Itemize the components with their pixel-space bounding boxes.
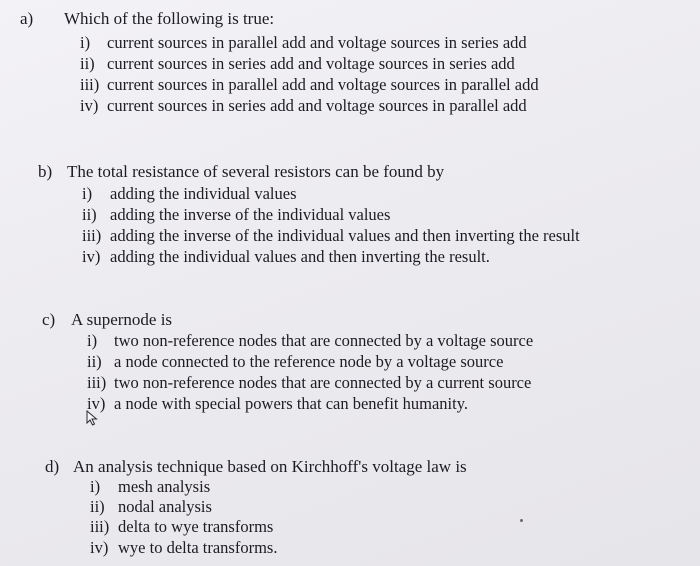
option-b-ii (82, 205, 390, 225)
option-number: iii) (90, 517, 110, 536)
question-a-title (20, 9, 274, 29)
option-c-iv (87, 394, 468, 414)
option-number: i) (90, 477, 101, 496)
option-number: iv) (80, 96, 99, 115)
question-text: An analysis technique based on Kirchhoff's voltage law is (73, 457, 467, 476)
option-d-i (90, 477, 210, 497)
option-number: iii) (82, 226, 102, 245)
option-c-ii (87, 352, 503, 372)
option-text: a node with special powers that can benefit humanity. (114, 394, 469, 413)
option-number: i) (87, 331, 98, 350)
option-number: ii) (90, 497, 105, 516)
option-text: nodal analysis (118, 497, 212, 516)
option-b-iii (82, 226, 580, 246)
question-text: The total resistance of several resistors can be found by (67, 162, 445, 181)
option-a-ii (80, 54, 515, 74)
mouse-pointer-icon (86, 410, 98, 426)
option-text: mesh analysis (118, 477, 211, 496)
option-d-iii (90, 517, 273, 537)
option-b-i (82, 184, 297, 204)
question-letter: a) (20, 9, 34, 28)
question-b-title (38, 162, 444, 182)
option-a-i (80, 33, 527, 53)
question-text: A supernode is (71, 310, 173, 329)
option-d-iv (90, 538, 277, 558)
option-number: ii) (80, 54, 95, 73)
option-text: adding the individual values (110, 184, 297, 203)
option-b-iv (82, 247, 490, 267)
option-number: iv) (87, 394, 106, 413)
option-text: current sources in parallel add and voltage sources in series add (107, 33, 527, 52)
option-number: iv) (82, 247, 101, 266)
option-number: ii) (87, 352, 102, 371)
question-letter: b) (38, 162, 53, 181)
option-text: wye to delta transforms. (118, 538, 278, 557)
question-letter: c) (42, 310, 56, 329)
option-number: i) (82, 184, 93, 203)
question-d-title (45, 457, 467, 477)
option-a-iv (80, 96, 527, 116)
option-c-iii (87, 373, 531, 393)
option-d-ii (90, 497, 212, 517)
option-text: a node connected to the reference node by a voltage source (114, 352, 504, 371)
option-number: iii) (87, 373, 107, 392)
question-c-title (42, 310, 172, 330)
option-number: ii) (82, 205, 97, 224)
option-number: i) (80, 33, 91, 52)
question-letter: d) (45, 457, 60, 476)
question-text: Which of the following is true: (64, 9, 275, 28)
option-text: two non-reference nodes that are connected by a voltage source (114, 331, 534, 350)
option-text: adding the individual values and then inverting the result. (110, 247, 490, 266)
option-text: current sources in series add and voltage sources in series add (107, 54, 515, 73)
option-a-iii (80, 75, 539, 95)
option-number: iii) (80, 75, 100, 94)
option-text: two non-reference nodes that are connected by a current source (114, 373, 532, 392)
option-text: current sources in series add and voltage sources in parallel add (107, 96, 527, 115)
screen-speck (520, 519, 523, 522)
option-text: current sources in parallel add and voltage sources in parallel add (107, 75, 539, 94)
option-number: iv) (90, 538, 109, 557)
option-text: adding the inverse of the individual values (110, 205, 391, 224)
option-c-i (87, 331, 533, 351)
option-text: adding the inverse of the individual values and then inverting the result (110, 226, 580, 245)
option-text: delta to wye transforms (118, 517, 274, 536)
